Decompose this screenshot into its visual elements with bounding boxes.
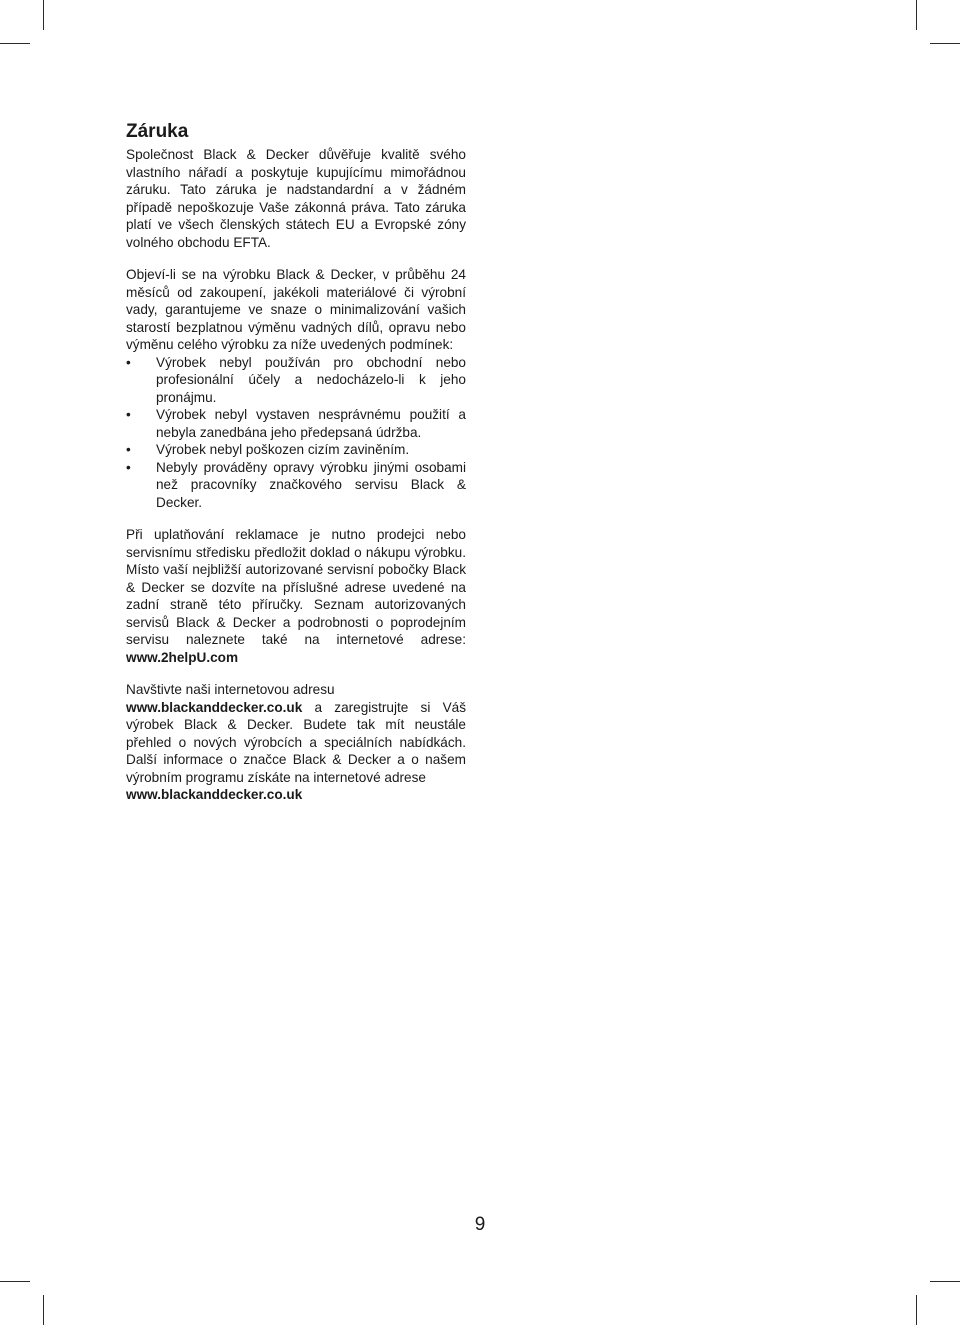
section-heading: Záruka <box>126 121 189 142</box>
claim-paragraph <box>126 526 466 666</box>
registration-paragraph <box>126 681 466 804</box>
page-number: 9 <box>474 1214 486 1235</box>
claim-text: Při uplatňování reklamace je nutno prodejci nebo servisnímu středisku předložit doklad o nákupu výrobku. Místo vaší nejbližší autorizované servisní pobočky Black & Decker se dozvíte na příslušné adrese uvedené na zadní straně této příručky. Seznam autorizovaných servisů Black & Decker a podrobnosti o poprodejním servisu naleznete také na internetové adrese: <box>126 527 466 647</box>
crop-mark <box>0 43 30 44</box>
bullet-icon: • <box>126 442 131 457</box>
crop-mark <box>43 0 44 30</box>
bullet-icon: • <box>126 407 131 422</box>
crop-mark <box>0 1281 30 1282</box>
website-link-2[interactable]: www.blackanddecker.co.uk <box>126 787 303 802</box>
conditions-list <box>126 354 466 512</box>
list-item <box>126 441 466 459</box>
registration-text: a zaregistrujte si Váš výrobek Black & Decker. Budete tak mít neustále přehled o nových výrobcích a speciálních nabídkách. Další informace o značce Black & Decker a o našem výrobním programu získáte na internetové adrese <box>126 699 466 785</box>
intro-paragraph: Společnost Black & Decker důvěřuje kvalitě svého vlastního nářadí a poskytuje kupujícímu mimořádnou záruku. Tato záruka je nadstandardní a v žádném případě nepoškozuje Vaše zákonná práva. Tato záruka platí ve všech členských státech EU a Evropské zóny volného obchodu EFTA. <box>126 147 466 250</box>
crop-mark <box>930 43 960 44</box>
warranty-terms-paragraph: Objeví-li se na výrobku Black & Decker, v průběhu 24 měsíců od zakoupení, jakékoli materiálové či výrobní vady, garantujeme ve snaze o minimalizování vašich starostí bezplatnou výměnu vadných dílů, opravu nebo výměnu celého výrobku za níže uvedených podmínek: <box>126 267 466 352</box>
crop-mark <box>43 1295 44 1325</box>
registration-intro: Navštivte naši internetovou adresu <box>126 682 335 697</box>
warranty-section <box>126 120 466 804</box>
list-item <box>126 406 466 441</box>
website-link[interactable]: www.blackanddecker.co.uk <box>126 699 303 715</box>
service-link[interactable]: www.2helpU.com <box>126 649 239 665</box>
crop-mark <box>930 1281 960 1282</box>
condition-text: Výrobek nebyl poškozen cizím zaviněním. <box>156 442 410 457</box>
bullet-icon: • <box>126 354 131 370</box>
list-item <box>126 459 466 512</box>
condition-text: Nebyly prováděny opravy výrobku jinými osobami než pracovníky značkového servisu Black & Decker. <box>156 459 466 510</box>
condition-text: Výrobek nebyl vystaven nesprávnému použití a nebyla zanedbána jeho předepsaná údržba. <box>156 407 466 440</box>
crop-mark <box>916 1295 917 1325</box>
list-item <box>126 354 466 407</box>
condition-text: Výrobek nebyl používán pro obchodní nebo profesionální účely a nedocházelo-li k jeho pronájmu. <box>156 354 466 405</box>
crop-mark <box>916 0 917 30</box>
bullet-icon: • <box>126 459 131 475</box>
